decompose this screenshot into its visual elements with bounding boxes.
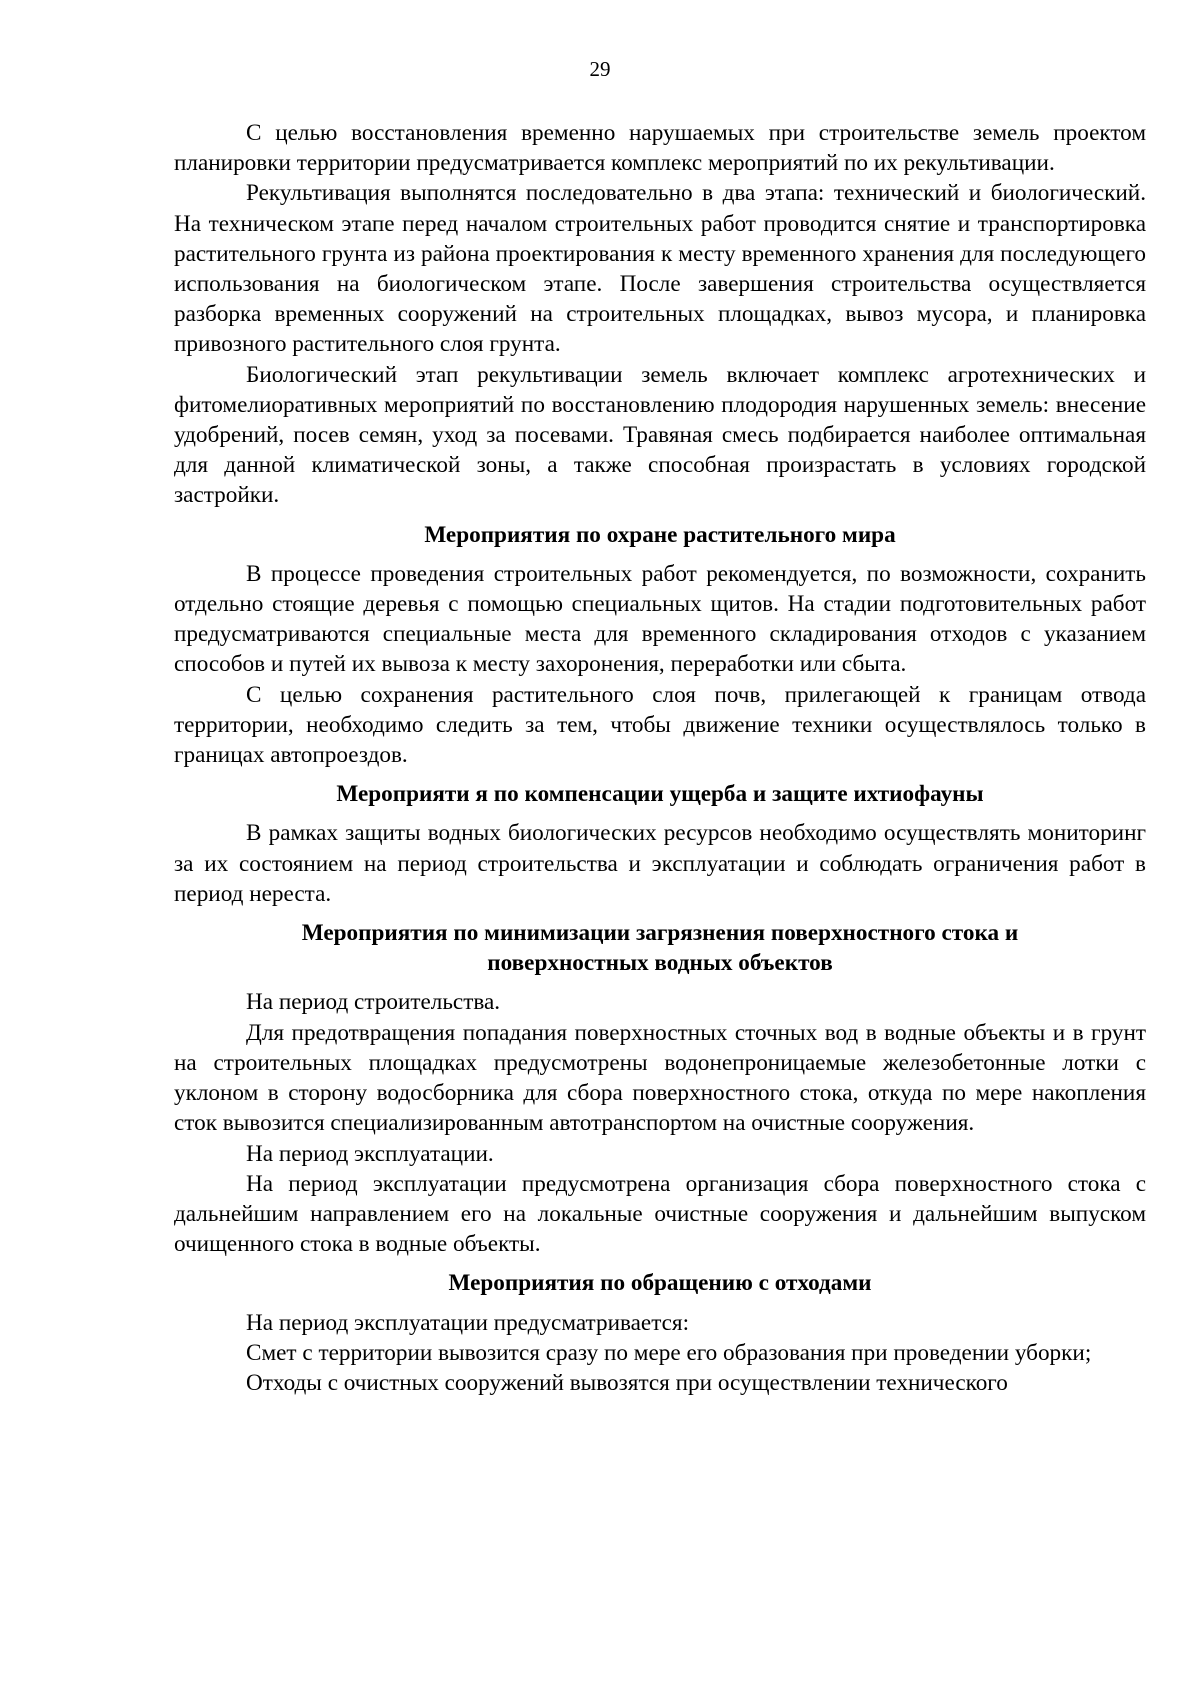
heading-flora-protection: Мероприятия по охране растительного мира xyxy=(424,521,896,548)
paragraph-waste-treatment: Отходы с очистных сооружений вывозятся при осуществлении технического xyxy=(246,1369,1008,1396)
heading-ichthyofauna: Мероприяти я по компенсации ущерба и защите ихтиофауны xyxy=(336,781,984,808)
paragraph-flora-soil: С целью сохранения растительного слоя почв, прилегающей к границам отвода территории, необходимо следить за тем, чтобы движение техники осуществлялось только в границах автопроездов. xyxy=(174,681,1146,769)
paragraph-reclamation-biological: Биологический этап рекультивации земель включает комплекс агротехнических и фитомелиоративных мероприятий по восстановлению плодородия нарушенных земель: внесение удобрений, посев семян, уход за посевами. Травяная смесь подбирается наиболее оптимальная для данной климатической зоны, а также способная произрастать в условиях городской застройки. xyxy=(174,361,1146,509)
paragraph-reclamation-technical: Рекультивация выполнятся последовательно в два этапа: технический и биологический. На техническом этапе перед началом строительных работ проводится снятие и транспортировка растительного грунта из района проектирования к месту временного хранения для последующего использования на биологическом этапе. После завершения строительства осуществляется разборка временных сооружений на строительных площадках, вывоз мусора, и планировка привозного растительного слоя грунта. xyxy=(174,180,1146,358)
page-number: 29 xyxy=(589,57,611,81)
paragraph-flora-trees: В процессе проведения строительных работ рекомендуется, по возможности, сохранить отдельно стоящие деревья с помощью специальных щитов. На стадии подготовительных работ предусматриваются специальные места для временного складирования отходов с указанием способов и путей их вывоза к месту захоронения, переработки или сбыта. xyxy=(174,560,1146,678)
paragraph-waste-sweepings: Смет с территории вывозится сразу по мере его образования при проведении уборки; xyxy=(246,1339,1092,1366)
paragraph-reclamation-intro: С целью восстановления временно нарушаемых при строительстве земель проектом планировки территории предусматривается комплекс мероприятий по их рекультивации. xyxy=(174,120,1146,177)
heading-runoff-line1: Мероприятия по минимизации загрязнения поверхностного стока и xyxy=(301,920,1019,947)
paragraph-ichthyofauna-monitoring: В рамках защиты водных биологических ресурсов необходимо осуществлять мониторинг за их состоянием на период строительства и эксплуатации и соблюдать ограничения работ в период нереста. xyxy=(174,820,1146,907)
paragraph-runoff-operation-label: На период эксплуатации. xyxy=(246,1140,494,1167)
heading-runoff xyxy=(174,918,1146,978)
document-body xyxy=(174,118,1146,1398)
heading-runoff-line2: поверхностных водных объектов xyxy=(487,950,833,977)
paragraph-runoff-operation: На период эксплуатации предусмотрена организация сбора поверхностного стока с дальнейшим направлением его на локальные очистные сооружения и дальнейшим выпуском очищенного стока в водные объекты. xyxy=(174,1170,1146,1258)
paragraph-runoff-construction: Для предотвращения попадания поверхностных сточных вод в водные объекты и в грунт на строительных площадках предусмотрены водонепроницаемые железобетонные лотки с уклоном в сторону водосборника для сбора поверхностного стока, откуда по мере накопления сток вывозится специализированным автотранспортом на очистные сооружения. xyxy=(174,1019,1146,1137)
paragraph-waste-intro: На период эксплуатации предусматривается: xyxy=(246,1309,690,1336)
paragraph-runoff-construction-label: На период строительства. xyxy=(246,989,501,1016)
heading-waste: Мероприятия по обращению с отходами xyxy=(448,1270,872,1297)
